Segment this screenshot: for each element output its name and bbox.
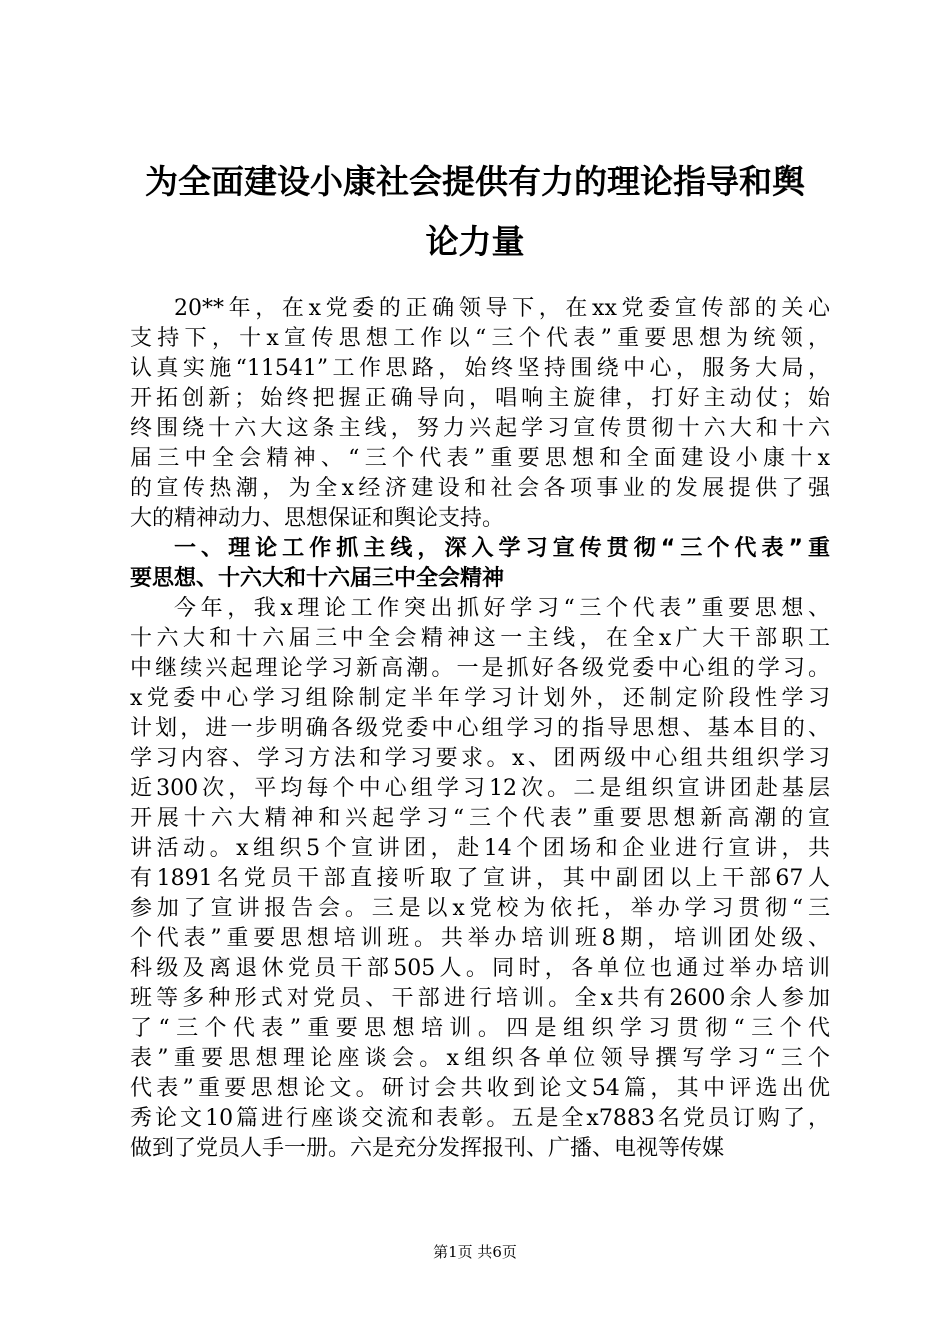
paragraph-line: 支持下，十x宣传思想工作以“三个代表”重要思想为统领，	[130, 326, 830, 351]
paragraph-line: 终围绕十六大这条主线，努力兴起学习宣传贯彻十六大和十六	[130, 416, 830, 441]
paragraph-line: 做到了党员人手一册。六是充分发挥报刊、广播、电视等传媒	[130, 1136, 725, 1161]
paragraph-line: 近300次，平均每个中心组学习12次。二是组织宣讲团赴基层	[130, 776, 830, 801]
paragraph-line: 了“三个代表”重要思想培训。四是组织学习贯彻“三个代	[130, 1016, 830, 1041]
document-title-line-2: 论力量	[425, 222, 525, 261]
paragraph-line: 十六大和十六届三中全会精神这一主线，在全x广大干部职工	[130, 626, 830, 651]
paragraph-line: 20**年，在x党委的正确领导下，在xx党委宣传部的关心	[174, 296, 830, 321]
paragraph-line: 学习内容、学习方法和学习要求。x、团两级中心组共组织学习	[130, 746, 830, 771]
document-body	[130, 294, 830, 1164]
section-heading-line: 要思想、十六大和十六届三中全会精神	[130, 566, 505, 591]
paragraph-line: 讲活动。x组织5个宣讲团，赴14个团场和企业进行宣讲，共	[130, 836, 830, 861]
paragraph-line: 开展十六大精神和兴起学习“三个代表”重要思想新高潮的宣	[130, 806, 830, 831]
paragraph-line: 今年，我x理论工作突出抓好学习“三个代表”重要思想、	[174, 596, 830, 621]
paragraph-line: 届三中全会精神、“三个代表”重要思想和全面建设小康十x	[130, 446, 830, 471]
document-title-line-1: 为全面建设小康社会提供有力的理论指导和舆	[145, 162, 805, 201]
paragraph-line: 参加了宣讲报告会。三是以x党校为依托，举办学习贯彻“三	[130, 896, 830, 921]
paragraph-line: x党委中心学习组除制定半年学习计划外，还制定阶段性学习	[130, 686, 830, 711]
paragraph-line: 中继续兴起理论学习新高潮。一是抓好各级党委中心组的学习。	[130, 656, 830, 681]
paragraph-line: 有1891名党员干部直接听取了宣讲，其中副团以上干部67人	[130, 866, 830, 891]
paragraph-line: 代表”重要思想论文。研讨会共收到论文54篇，其中评选出优	[130, 1076, 830, 1101]
section-heading-line: 一、理论工作抓主线，深入学习宣传贯彻“三个代表”重	[174, 536, 830, 561]
paragraph-line: 科级及离退休党员干部505人。同时，各单位也通过举办培训	[130, 956, 830, 981]
paragraph-line: 班等多种形式对党员、干部进行培训。全x共有2600余人参加	[130, 986, 830, 1011]
paragraph-line: 个代表”重要思想培训班。共举办培训班8期，培训团处级、	[130, 926, 830, 951]
paragraph-line: 表”重要思想理论座谈会。x组织各单位领导撰写学习“三个	[130, 1046, 830, 1071]
paragraph-line: 的宣传热潮，为全x经济建设和社会各项事业的发展提供了强	[130, 476, 830, 501]
paragraph-line: 开拓创新；始终把握正确导向，唱响主旋律，打好主动仗；始	[130, 386, 830, 411]
paragraph-line: 大的精神动力、思想保证和舆论支持。	[130, 506, 505, 531]
paragraph-line: 秀论文10篇进行座谈交流和表彰。五是全x7883名党员订购了，	[130, 1106, 830, 1131]
page-footer: 第1页 共6页	[433, 1243, 517, 1261]
paragraph-line: 认真实施“11541”工作思路，始终坚持围绕中心，服务大局，	[130, 356, 830, 381]
paragraph-line: 计划，进一步明确各级党委中心组学习的指导思想、基本目的、	[130, 716, 830, 741]
